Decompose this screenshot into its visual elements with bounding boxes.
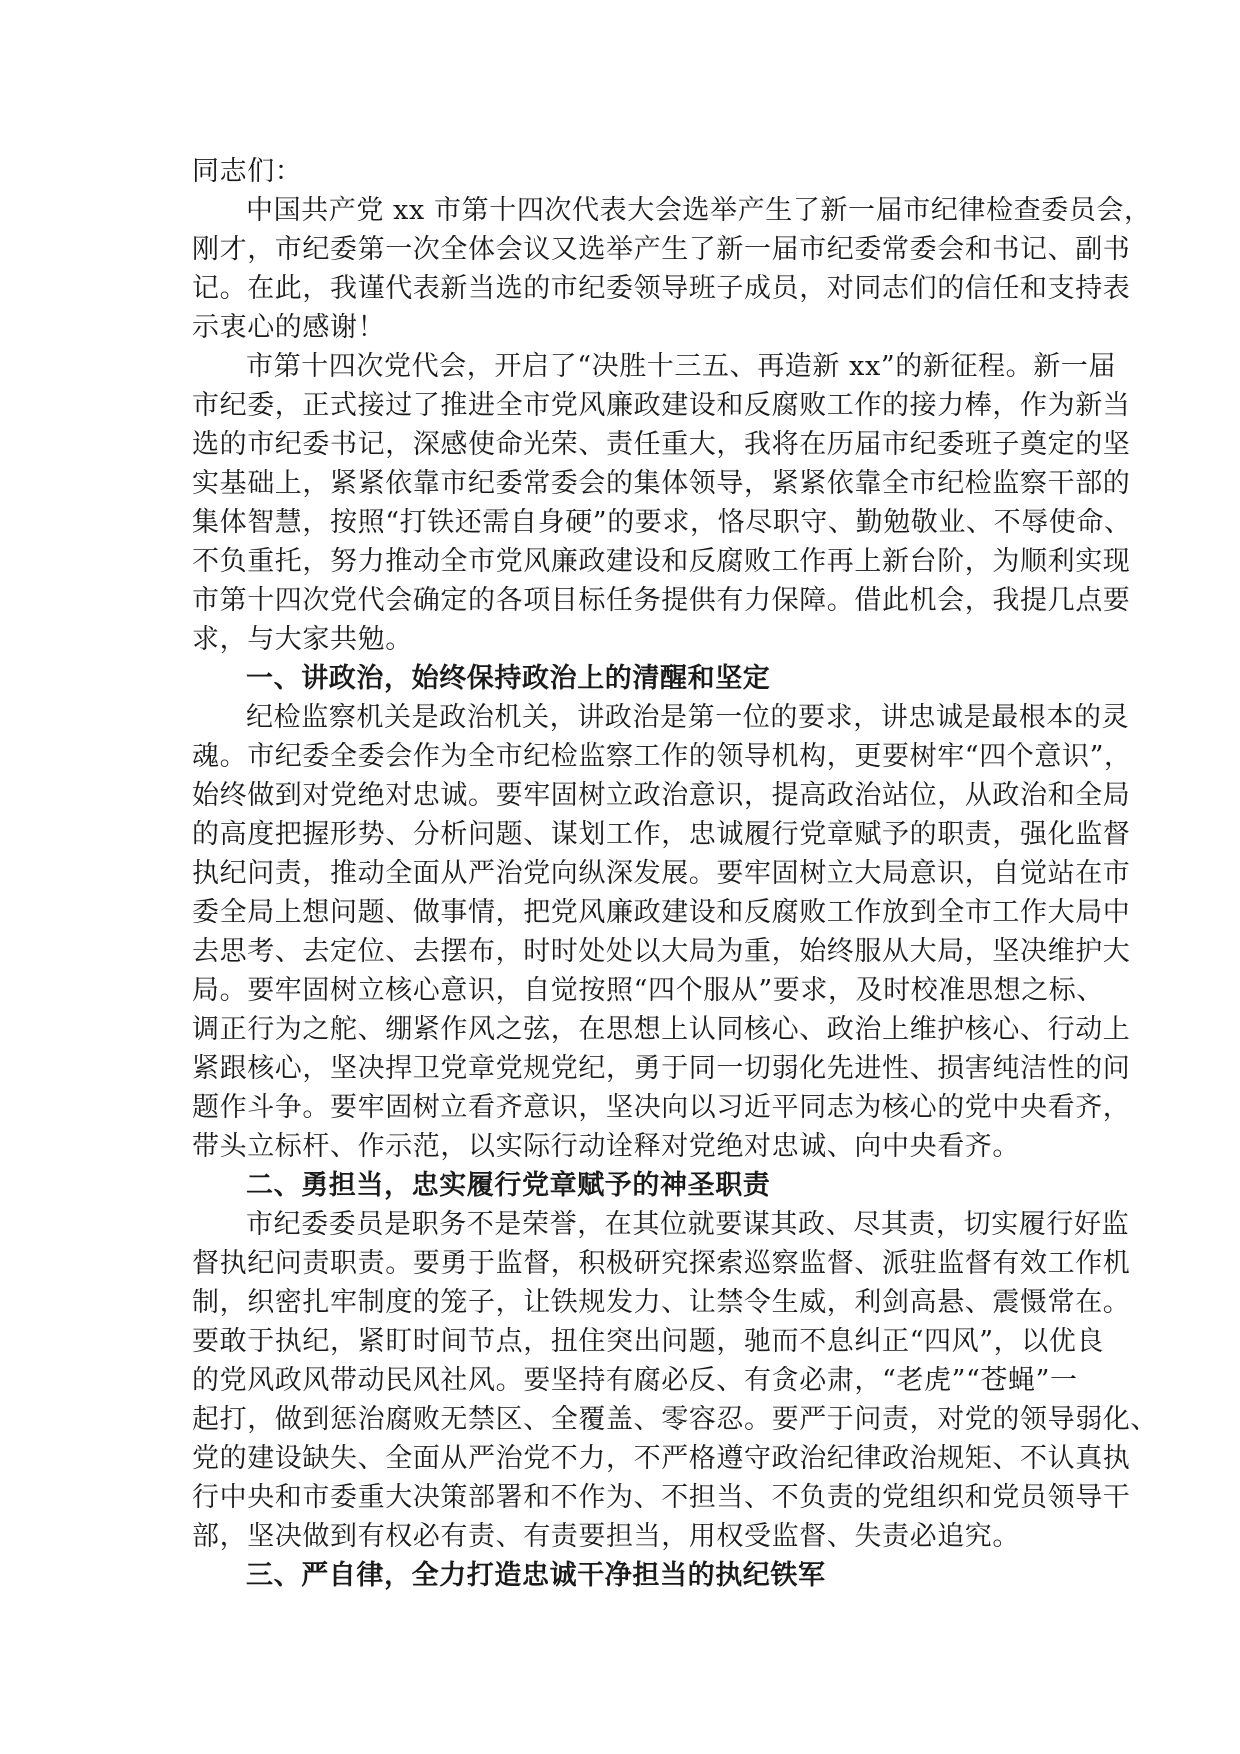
text-line: 选的市纪委书记，深感使命光荣、责任重大，我将在历届市纪委班子奠定的坚 [192, 429, 1131, 460]
text-line: 刚才，市纪委第一次全体会议又选举产生了新一届市纪委常委会和书记、副书 [192, 234, 1131, 265]
text-line: 部，坚决做到有权必有责、有责要担当，用权受监督、失责必追究。 [192, 1521, 1020, 1552]
text-line: 求，与大家共勉。 [192, 624, 413, 655]
text-line: 不负重托，努力推动全市党风廉政建设和反腐败工作再上新台阶，为顺利实现 [192, 546, 1131, 577]
text-line: 市第十四次党代会确定的各项目标任务提供有力保障。借此机会，我提几点要 [192, 585, 1131, 616]
text-line: 执纪问责，推动全面从严治党向纵深发展。要牢固树立大局意识，自觉站在市 [192, 858, 1131, 889]
text-line: 纪检监察机关是政治机关，讲政治是第一位的要求，讲忠诚是最根本的灵 [246, 702, 1130, 733]
intro-paragraph [192, 191, 1152, 347]
text-line: 始终做到对党绝对忠诚。要牢固树立政治意识，提高政治站位，从政治和全局 [192, 780, 1131, 811]
section-heading-3: 三、严自律，全力打造忠诚干净担当的执纪铁军 [246, 1560, 826, 1591]
text-line: 党的建设缺失、全面从严治党不力，不严格遵守政治纪律政治规矩、不认真执 [192, 1443, 1131, 1474]
text-line: 制，织密扎牢制度的笼子，让铁规发力、让禁令生威，利剑高悬、震慑常在。 [192, 1287, 1131, 1318]
text-line: 督执纪问责职责。要勇于监督，积极研究探索巡察监督、派驻监督有效工作机 [192, 1248, 1131, 1279]
section-1-paragraph [192, 698, 1132, 1166]
text-line: 市第十四次党代会，开启了“决胜十三五、再造新 xx”的新征程。新一届 [246, 351, 1117, 382]
text-line: 题作斗争。要牢固树立看齐意识，坚决向以习近平同志为核心的党中央看齐， [192, 1092, 1131, 1123]
text-line: 局。要牢固树立核心意识，自觉按照“四个服从”要求，及时校准思想之标、 [192, 975, 1105, 1006]
text-line: 带头立标杆、作示范，以实际行动诠释对党绝对忠诚、向中央看齐。 [192, 1131, 1020, 1162]
text-line: 记。在此，我谨代表新当选的市纪委领导班子成员，对同志们的信任和支持表 [192, 273, 1131, 304]
text-line: 起打，做到惩治腐败无禁区、全覆盖、零容忍。要严于问责，对党的领导弱化、 [192, 1404, 1158, 1435]
text-line: 的高度把握形势、分析问题、谋划工作，忠诚履行党章赋予的职责，强化监督 [192, 819, 1131, 850]
document-page [192, 152, 1158, 1595]
text-line: 的党风政风带动民风社风。要坚持有腐必反、有贪必肃，“老虎”“苍蝇”一 [192, 1365, 1078, 1396]
text-line: 市纪委委员是职务不是荣誉，在其位就要谋其政、尽其责，切实履行好监 [246, 1209, 1130, 1240]
text-line: 去思考、去定位、去摆布，时时处处以大局为重，始终服从大局，坚决维护大 [192, 936, 1131, 967]
text-line: 实基础上，紧紧依靠市纪委常委会的集体领导，紧紧依靠全市纪检监察干部的 [192, 468, 1131, 499]
section-heading-1: 一、讲政治，始终保持政治上的清醒和坚定 [246, 663, 771, 694]
text-line: 要敢于执纪，紧盯时间节点，扭住突出问题，驰而不息纠正“四风”，以优良 [192, 1326, 1105, 1357]
text-line: 魂。市纪委全委会作为全市纪检监察工作的领导机构，更要树牢“四个意识”， [192, 741, 1132, 772]
section-heading-2: 二、勇担当，忠实履行党章赋予的神圣职责 [246, 1170, 771, 1201]
text-line: 中国共产党 xx 市第十四次代表大会选举产生了新一届市纪律检查委员会， [246, 195, 1152, 226]
text-line: 调正行为之舵、绷紧作风之弦，在思想上认同核心、政治上维护核心、行动上 [192, 1014, 1131, 1045]
second-paragraph [192, 347, 1132, 659]
text-line: 市纪委，正式接过了推进全市党风廉政建设和反腐败工作的接力棒，作为新当 [192, 390, 1131, 421]
text-line: 紧跟核心，坚决捍卫党章党规党纪，勇于同一切弱化先进性、损害纯洁性的问 [192, 1053, 1131, 1084]
text-line: 示衷心的感谢！ [192, 312, 386, 343]
text-line: 委全局上想问题、做事情，把党风廉政建设和反腐败工作放到全市工作大局中 [192, 897, 1131, 928]
text-line: 行中央和市委重大决策部署和不作为、不担当、不负责的党组织和党员领导干 [192, 1482, 1131, 1513]
salutation: 同志们： [192, 156, 303, 187]
text-line: 集体智慧，按照“打铁还需自身硬”的要求，恪尽职守、勤勉敬业、不辱使命、 [192, 507, 1132, 538]
section-2-paragraph [192, 1205, 1158, 1556]
